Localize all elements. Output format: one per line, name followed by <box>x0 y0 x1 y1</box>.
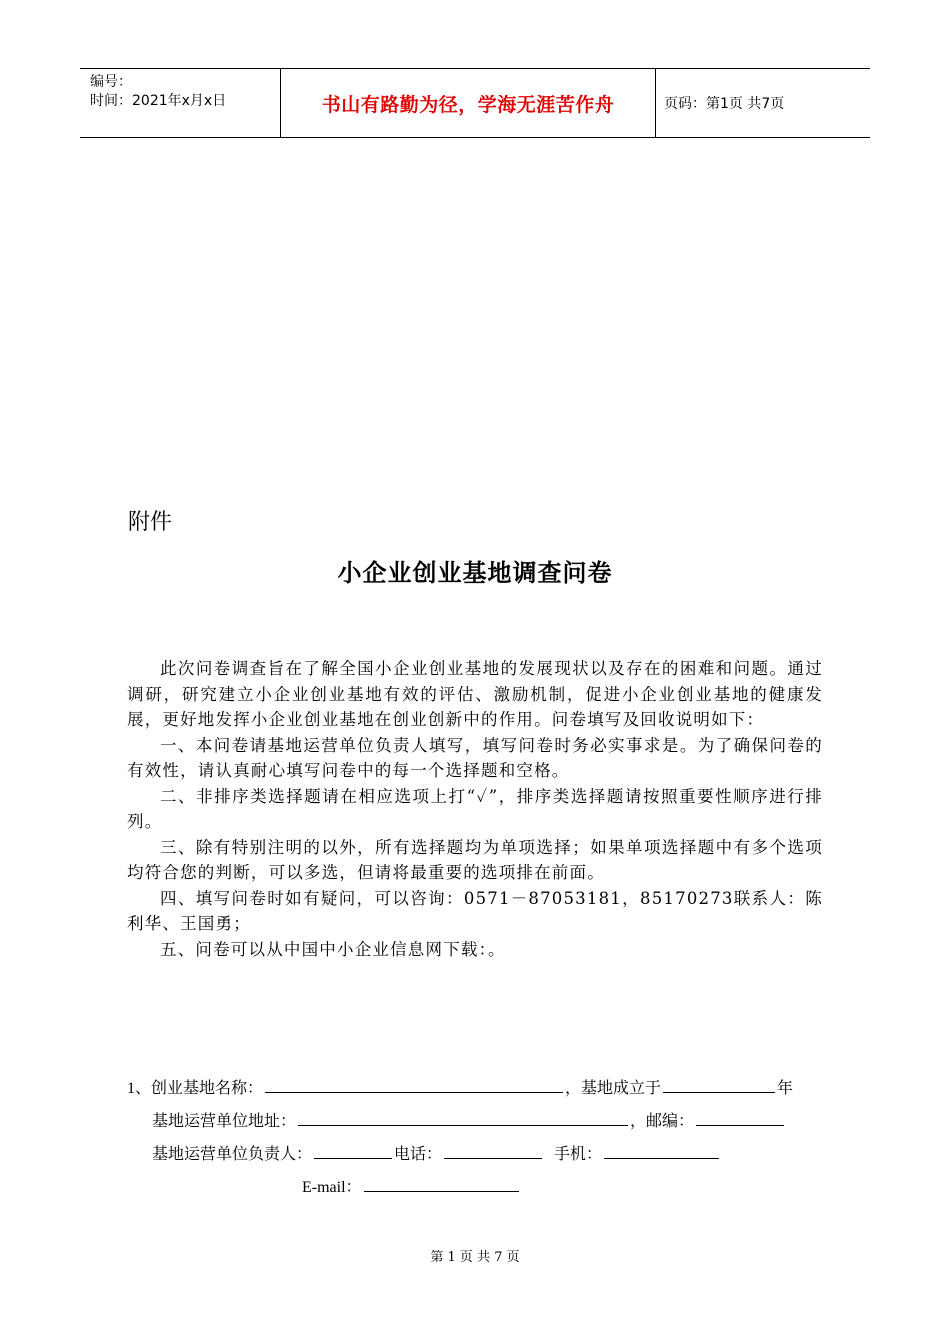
address-label: 基地运营单位地址： <box>152 1113 297 1130</box>
q1-prefix: 1、创业基地名称： <box>127 1080 264 1097</box>
mobile-label: 手机： <box>554 1146 603 1163</box>
page-code-text: 页码：第1页 共7页 <box>664 96 785 112</box>
paragraph-intro: 此次问卷调查旨在了解全国小企业创业基地的发展现状以及存在的困难和问题。通过调研，研究建立小企业创业基地有效的评估、激励机制，促进小企业创业基地的健康发展，更好地发挥小企业创业基地在创业创新中的作用。问卷填写及回收说明如下： <box>127 659 823 729</box>
header-motto: 书山有路勤为径，学海无涯苦作舟 <box>321 93 615 116</box>
form-row-name <box>127 1075 793 1098</box>
manager-label: 基地运营单位负责人： <box>152 1146 313 1163</box>
form-row-contact <box>152 1141 721 1164</box>
attachment-label: 附件 <box>128 510 173 535</box>
document-header <box>80 68 870 138</box>
email-label: E-mail： <box>302 1179 362 1196</box>
postcode-blank[interactable] <box>696 1111 784 1126</box>
mobile-blank[interactable] <box>604 1144 719 1159</box>
phone-label: 电话： <box>394 1146 443 1163</box>
form-row-address <box>152 1108 786 1131</box>
email-blank[interactable] <box>364 1177 519 1192</box>
base-name-blank[interactable] <box>265 1078 563 1093</box>
document-title: 小企业创业基地调查问卷 <box>337 559 613 587</box>
paragraph-item-4: 四、填写问卷时如有疑问，可以咨询：0571－87053181，85170273联系人：陈利华、王国勇； <box>127 888 823 933</box>
year-suffix: 年 <box>777 1080 794 1097</box>
founded-label: ，基地成立于 <box>565 1080 662 1097</box>
page-footer: 第 1 页 共 7 页 <box>430 1250 520 1265</box>
postcode-label: ，邮编： <box>630 1113 695 1130</box>
intro-text <box>127 656 823 962</box>
header-page-code <box>656 69 870 137</box>
founded-year-blank[interactable] <box>663 1078 775 1093</box>
address-blank[interactable] <box>298 1111 628 1126</box>
number-label: 编号： <box>90 74 132 90</box>
phone-blank[interactable] <box>444 1144 542 1159</box>
header-motto-cell <box>281 69 656 137</box>
paragraph-item-1: 一、本问卷请基地运营单位负责人填写，填写问卷时务必实事求是。为了确保问卷的有效性，请认真耐心填写问卷中的每一个选择题和空格。 <box>127 735 823 780</box>
time-label: 时间：2021年x月x日 <box>90 93 227 109</box>
header-meta <box>80 69 281 137</box>
paragraph-item-3: 三、除有特别注明的以外，所有选择题均为单项选择；如果单项选择题中有多个选项均符合您的判断，可以多选，但请将最重要的选项排在前面。 <box>127 837 823 882</box>
manager-blank[interactable] <box>314 1144 392 1159</box>
paragraph-item-5: 五、问卷可以从中国中小企业信息网下载：。 <box>160 939 506 959</box>
form-row-email <box>302 1174 521 1197</box>
paragraph-item-2: 二、非排序类选择题请在相应选项上打“✓”，排序类选择题请按照重要性顺序进行排列。 <box>127 786 823 831</box>
